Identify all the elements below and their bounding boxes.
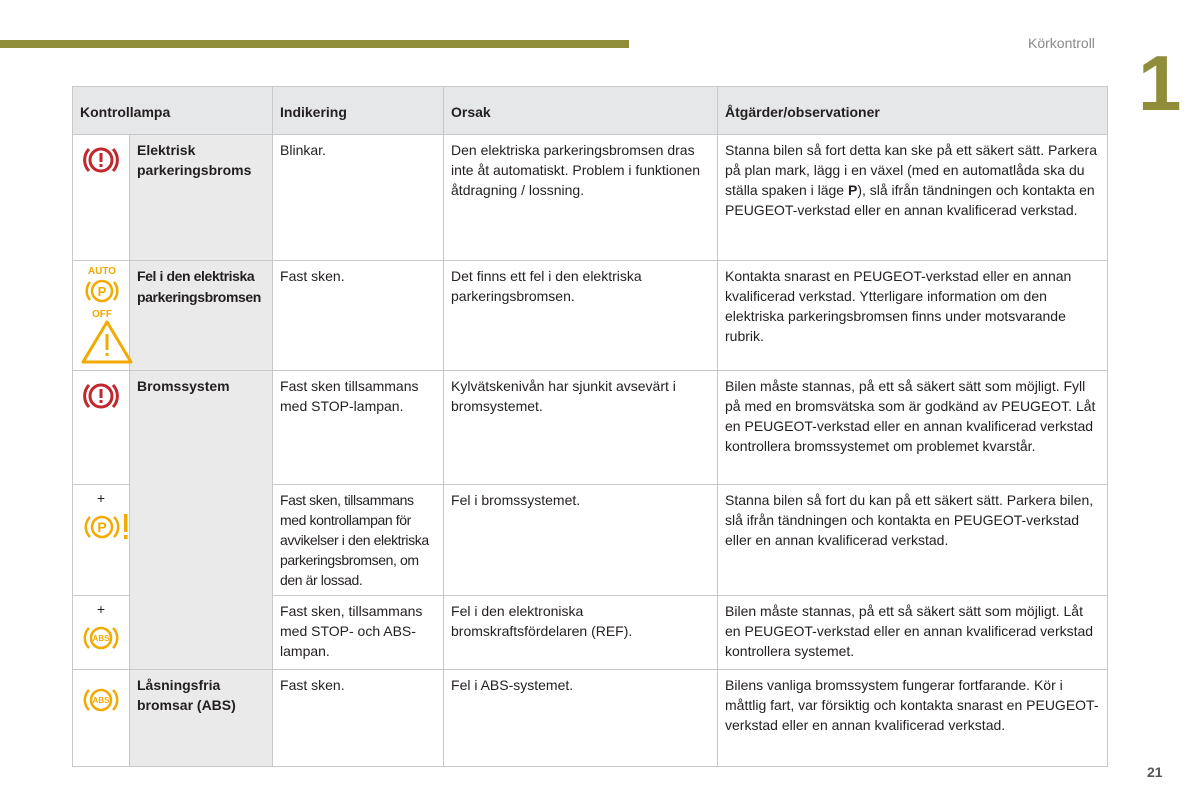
lamp-name: Bromssystem <box>130 371 273 670</box>
cause-cell: Det finns ett fel i den elektriska parkeringsbromsen. <box>444 261 718 371</box>
indication-cell: Fast sken. <box>273 670 444 767</box>
table-header-row <box>73 87 1108 135</box>
action-cell: Stanna bilen så fort du kan på ett säkert sätt. Parkera bilen, slå ifrån tändningen och kontakta en PEUGEOT-verkstad eller en annan kvalificerad verkstad. <box>718 485 1108 596</box>
cause-cell: Fel i den elektroniska bromskraftsfördelaren (REF). <box>444 596 718 670</box>
action-cell: Bilen måste stannas, på ett så säkert sätt som möjligt. Låt en PEUGEOT-verkstad eller en annan kvalificerad verkstad kontrollera systemet. <box>718 596 1108 670</box>
indication-cell: Blinkar. <box>273 135 444 261</box>
column-header: Indikering <box>273 87 444 135</box>
indication-cell: Fast sken, tillsammans med STOP- och ABS-lampan. <box>273 596 444 670</box>
warning-lamp-table <box>72 86 1108 767</box>
column-header: Åtgärder/observationer <box>718 87 1108 135</box>
section-title: Körkontroll <box>1028 35 1095 51</box>
action-text: ), slå ifrån tändningen och kontakta en PEUGEOT-verkstad eller en annan kvalificerad verkstad. <box>725 182 1095 218</box>
abs-warning-icon <box>80 620 122 656</box>
indication-cell: Fast sken. <box>273 261 444 371</box>
cause-cell: Kylvätskenivån har sjunkit avsevärt i bromsystemet. <box>444 371 718 485</box>
amber-parking-brake-fault-icon <box>80 509 132 545</box>
table-row <box>73 135 1108 261</box>
auto-park-off-icon <box>80 265 124 319</box>
table-row <box>73 261 1108 371</box>
abs-warning-icon <box>80 682 122 718</box>
lamp-name: Elektrisk parkeringsbroms <box>130 135 273 261</box>
indication-cell: Fast sken tillsammans med STOP-lampan. <box>273 371 444 485</box>
action-cell <box>718 135 1108 261</box>
svg-text:OFF: OFF <box>92 309 112 319</box>
icon-cell <box>73 135 130 261</box>
column-header: Orsak <box>444 87 718 135</box>
lamp-name: Låsningsfria bromsar (ABS) <box>130 670 273 767</box>
action-text: Stanna bilen så fort detta kan ske på ett säkert sätt. Parkera på plan mark, lägg i en växel (med en automatlåda ska du ställa spaken i läge <box>725 142 1097 198</box>
warning-triangle-icon <box>80 319 134 365</box>
icon-cell <box>73 596 130 670</box>
table-row <box>73 670 1108 767</box>
plus-sign: + <box>96 490 106 506</box>
svg-text:ABS: ABS <box>92 634 110 643</box>
chapter-number: 1 <box>1138 39 1182 127</box>
column-header: Kontrollampa <box>73 87 273 135</box>
action-cell: Kontakta snarast en PEUGEOT-verkstad eller en annan kvalificerad verkstad. Ytterligare information om den elektriska parkeringsbromsen finns under motsvarande rubrik. <box>718 261 1108 371</box>
icon-cell <box>73 670 130 767</box>
icon-cell <box>73 485 130 596</box>
action-cell: Bilen måste stannas, på ett så säkert sätt som möjligt. Fyll på med en bromsvätska som är godkänd av PEUGEOT. Låt en PEUGEOT-verkstad eller en annan kvalificerad verkstad kontrollera bromssystemet om problemet kvarstår. <box>718 371 1108 485</box>
svg-text:P: P <box>97 284 107 299</box>
svg-text:ABS: ABS <box>92 696 110 705</box>
cause-cell: Fel i ABS-systemet. <box>444 670 718 767</box>
svg-text:P: P <box>97 519 107 535</box>
icon-cell <box>73 261 130 371</box>
red-brake-warning-icon <box>81 140 121 180</box>
page-number: 21 <box>1147 764 1163 780</box>
header-accent-bar <box>0 40 629 48</box>
lamp-name: Fel i den elektriska parkeringsbromsen <box>130 261 273 371</box>
red-brake-warning-icon <box>81 376 121 416</box>
action-cell: Bilens vanliga bromssystem fungerar fortfarande. Kör i måttlig fart, var försiktig och kontakta snarast en PEUGEOT-verkstad eller en annan kvalificerad verkstad. <box>718 670 1108 767</box>
indication-cell: Fast sken, tillsammans med kontrollampan för avvikelser i den elektriska parkeringsbromsen, om den är lossad. <box>273 485 444 596</box>
svg-text:AUTO: AUTO <box>87 266 117 277</box>
table-row <box>73 371 1108 485</box>
gear-position-label: P <box>847 182 858 198</box>
cause-cell: Den elektriska parkeringsbromsen dras inte åt automatiskt. Problem i funktionen åtdragning / lossning. <box>444 135 718 261</box>
cause-cell: Fel i bromssystemet. <box>444 485 718 596</box>
icon-cell <box>73 371 130 485</box>
plus-sign: + <box>96 601 106 617</box>
